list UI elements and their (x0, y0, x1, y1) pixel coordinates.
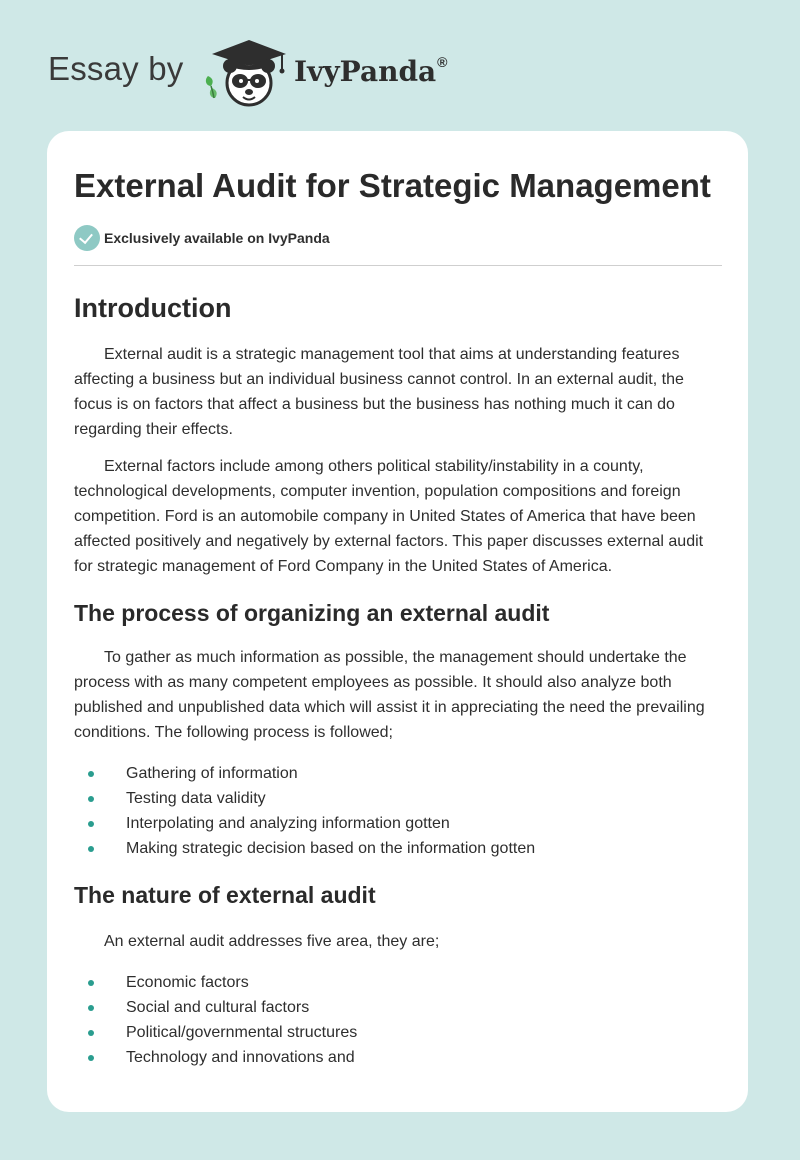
list-item: Economic factors (74, 970, 722, 995)
paragraph: External audit is a strategic management tool that aims at understanding features affecting a business but an individual business cannot control. In an external audit, the focus is on factors that affect a business but the business has nothing much it can do regarding their effects. (74, 346, 684, 438)
list-item: Political/governmental structures (74, 1020, 722, 1045)
brand-header (48, 36, 508, 108)
brand-name-text: IvyPanda (294, 55, 437, 88)
paragraph: External factors include among others political stability/instability in a county, technological developments, computer invention, population compositions and foreign competition. Ford is an automobile company in United States of America that have been affected positively and negatively by external factors. This paper discusses external audit for strategic management of Ford Company in the United States of America. (74, 458, 704, 575)
paragraph: To gather as much information as possible, the management should undertake the process with as many competent employees as possible. It should also analyze both published and unpublished data which will assist it in appreciating the need the prevailing conditions. The following process is followed; (74, 649, 705, 741)
section-heading-introduction: Introduction (74, 293, 232, 323)
registered-mark: ® (437, 54, 448, 70)
panda-graduate-icon[interactable] (202, 36, 290, 108)
list-item: Interpolating and analyzing information gotten (74, 811, 722, 836)
list-item: Testing data validity (74, 786, 722, 811)
list-item: Making strategic decision based on the information gotten (74, 836, 722, 861)
exclusive-badge-label: Exclusively available on IvyPanda (104, 230, 330, 246)
exclusive-badge (74, 225, 722, 251)
brand-prefix: Essay by (48, 50, 184, 87)
page-title: External Audit for Strategic Management (74, 167, 711, 204)
check-circle-icon (74, 225, 100, 251)
nature-list (74, 970, 722, 1070)
list-item: Gathering of information (74, 761, 722, 786)
list-item: Technology and innovations and (74, 1045, 722, 1070)
divider (74, 265, 722, 266)
brand-name[interactable] (294, 54, 448, 88)
list-item: Social and cultural factors (74, 995, 722, 1020)
section-heading-nature: The nature of external audit (74, 882, 376, 908)
process-list (74, 761, 722, 861)
essay-card (47, 131, 748, 1112)
paragraph: An external audit addresses five area, they are; (104, 933, 440, 950)
section-heading-process: The process of organizing an external audit (74, 600, 550, 626)
